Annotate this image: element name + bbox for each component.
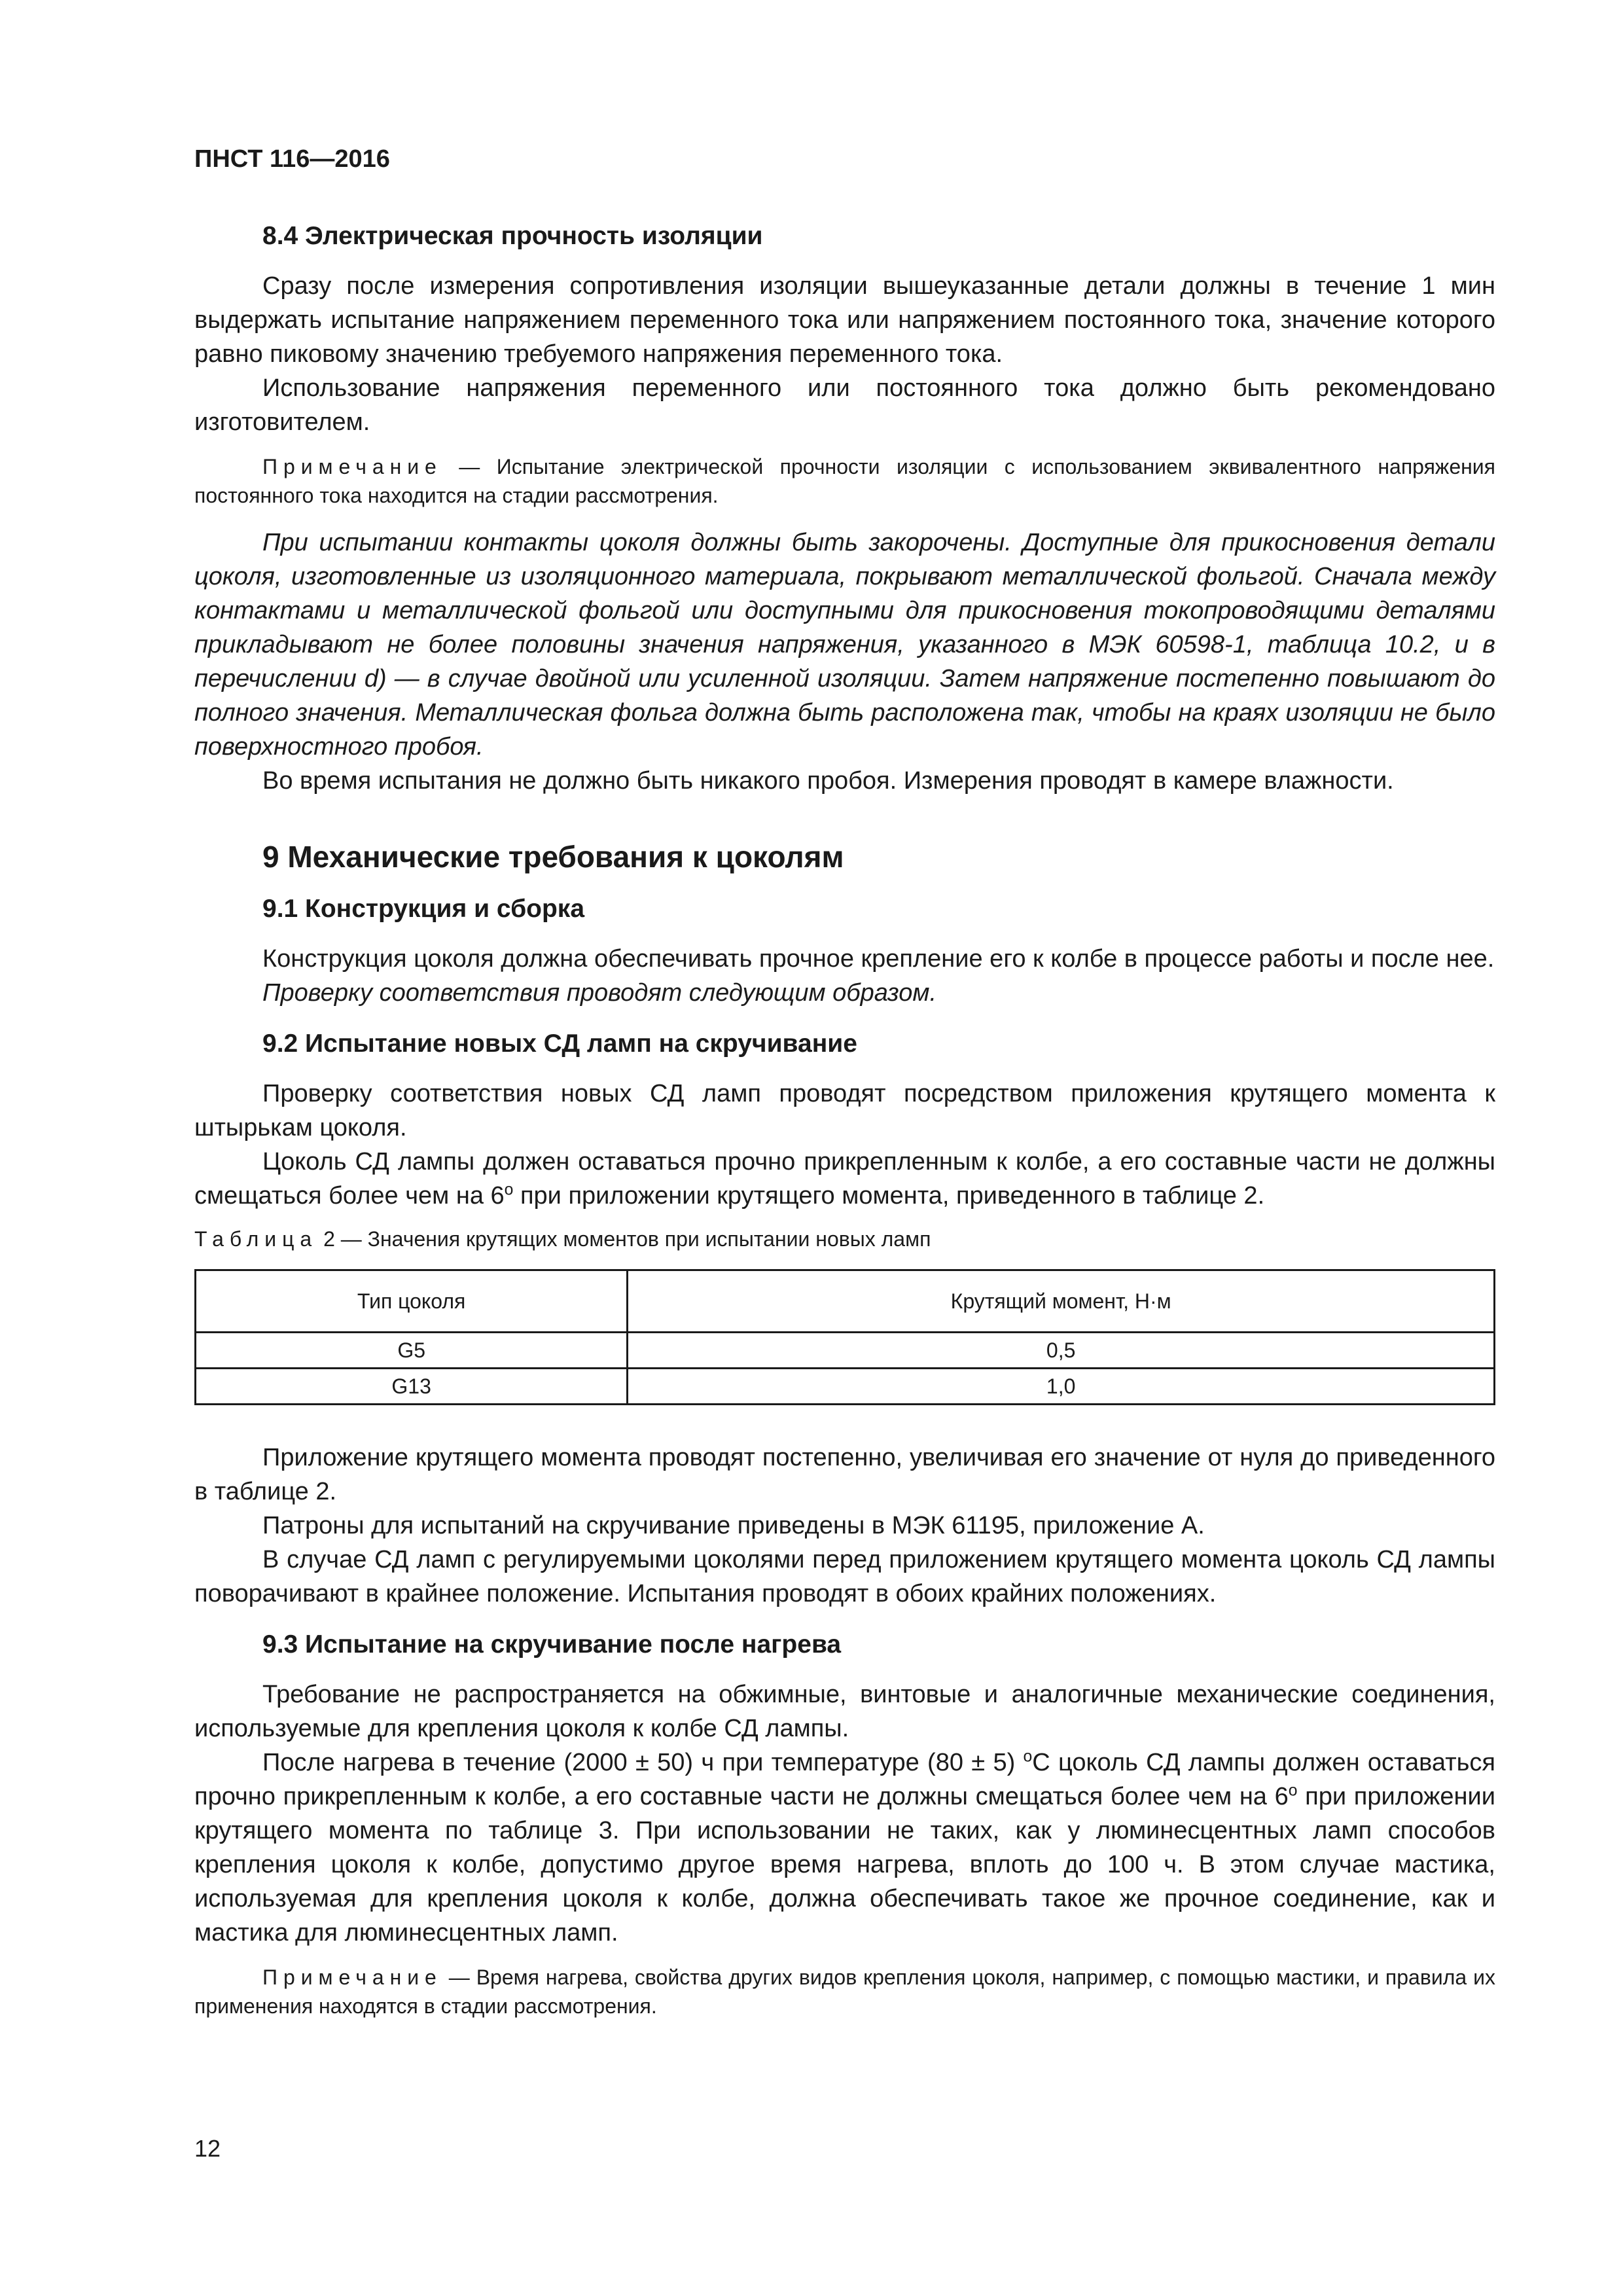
table-cell: G13 — [196, 1369, 628, 1405]
section-8-4-paragraph-2: Использование напряжения переменного или постоянного тока должно быть рекомендовано изготовителем. — [194, 374, 1495, 436]
section-9-2-paragraph-4: Патроны для испытаний на скручивание приведены в МЭК 61195, приложение А. — [262, 1512, 1205, 1539]
section-9-heading: 9 Механические требования к цоколям — [262, 840, 844, 874]
section-8-4-paragraph-1: Сразу после измерения сопротивления изоляции вышеуказанные детали должны в течение 1 мин выдержать испытание напряжением переменного тока или напряжением постоянного тока, значение которого равно пиковому значению требуемого напряжения переменного тока. — [194, 272, 1495, 368]
caption-text: 2 — Значения крутящих моментов при испытании новых ламп — [317, 1227, 931, 1251]
section-8-4-test-procedure: При испытании контакты цоколя должны быть закорочены. Доступные для прикосновения детали цоколя, изготовленные из изоляционного материала, покрывают металлической фольгой. Сначала между контактами и металлической фольгой или доступными для прикосновения токопроводящими деталями прикладывают не более половины значения напряжения, указанного в МЭК 60598-1, таблица 10.2, и в перечислении d) — в случае двойной или усиленной изоляции. Затем напряжение постепенно повышают до полного значения. Металлическая фольга должна быть расположена так, чтобы на краях изоляции не было поверхностного пробоя. — [194, 529, 1495, 761]
section-9-1-paragraph-1: Конструкция цоколя должна обеспечивать прочное крепление его к колбе в процессе работы и после нее. — [262, 945, 1495, 973]
table-cell: 1,0 — [628, 1369, 1495, 1405]
document-header: ПНСТ 116—2016 — [194, 145, 390, 173]
section-9-2-paragraph-2: Цоколь СД лампы должен оставаться прочно прикрепленным к колбе, а его составные части не должны смещаться более чем на 6$^o$ при приложении крутящего момента, приведенного в таблице 2. — [194, 1148, 1495, 1210]
section-8-4-paragraph-4: Во время испытания не должно быть никакого пробоя. Измерения проводят в камере влажности. — [262, 767, 1394, 795]
page-number: 12 — [194, 2135, 221, 2162]
section-9-3-heading: 9.3 Испытание на скручивание после нагрева — [262, 1630, 842, 1659]
section-9-2-paragraph-5: В случае СД ламп с регулируемыми цоколями перед приложением крутящего момента цоколь СД лампы поворачивают в крайнее положение. Испытания проводят в обоих крайних положениях. — [194, 1546, 1495, 1607]
section-9-1-paragraph-2: Проверку соответствия проводят следующим образом. — [262, 979, 937, 1007]
note-label: Примечание — [262, 1965, 442, 1989]
section-9-2-paragraph-3: Приложение крутящего момента проводят постепенно, увеличивая его значение от нуля до приведенного в таблице 2. — [194, 1444, 1495, 1505]
section-9-3-paragraph-1: Требование не распространяется на обжимные, винтовые и аналогичные механические соединения, используемые для крепления цоколя к колбе СД лампы. — [194, 1681, 1495, 1742]
page-content — [194, 219, 1495, 2036]
table-row — [196, 1369, 1495, 1405]
section-9-2-heading: 9.2 Испытание новых СД ламп на скручивание — [262, 1030, 857, 1058]
section-9-3-paragraph-2: После нагрева в течение (2000 ± 50) ч при температуре (80 ± 5) $^o$С цоколь СД лампы должен оставаться прочно прикрепленным к колбе, а его составные части не должны смещаться более чем на 6$^o$ при приложении крутящего момента по таблице 3. При использовании не таких, как у люминесцентных ламп способов крепления цоколя к колбе, допустимо другое время нагрева, вплоть до 100 ч. В этом случае мастика, используемая для крепления цоколя к колбе, должна обеспечивать такое же прочное соединение, как и мастика для люминесцентных ламп. — [194, 1748, 1495, 1946]
table-header-cell: Крутящий момент, Н·м — [628, 1270, 1495, 1333]
section-9-2-paragraph-1: Проверку соответствия новых СД ламп проводят посредством приложения крутящего момента к штырькам цоколя. — [194, 1080, 1495, 1141]
table-2 — [194, 1269, 1495, 1405]
section-9-1-heading: 9.1 Конструкция и сборка — [262, 895, 585, 923]
table-2-caption — [194, 1225, 1495, 1253]
table-header-cell: Тип цоколя — [196, 1270, 628, 1333]
note-text: — Время нагрева, свойства других видов крепления цоколя, например, с помощью мастики, и правила их применения находятся в стадии рассмотрения. — [194, 1965, 1495, 2018]
table-cell: 0,5 — [628, 1333, 1495, 1369]
caption-label: Таблица — [194, 1227, 318, 1251]
note-label: Примечание — [262, 455, 442, 478]
table-header-row — [196, 1270, 1495, 1333]
section-9-3-note — [194, 1963, 1495, 2020]
table-row — [196, 1333, 1495, 1369]
note-text: — Испытание электрической прочности изоляции с использованием эквивалентного напряжения постоянного тока находится на стадии рассмотрения. — [194, 455, 1495, 507]
table-cell: G5 — [196, 1333, 628, 1369]
section-8-4-note — [194, 452, 1495, 510]
section-8-4-heading: 8.4 Электрическая прочность изоляции — [262, 222, 763, 250]
